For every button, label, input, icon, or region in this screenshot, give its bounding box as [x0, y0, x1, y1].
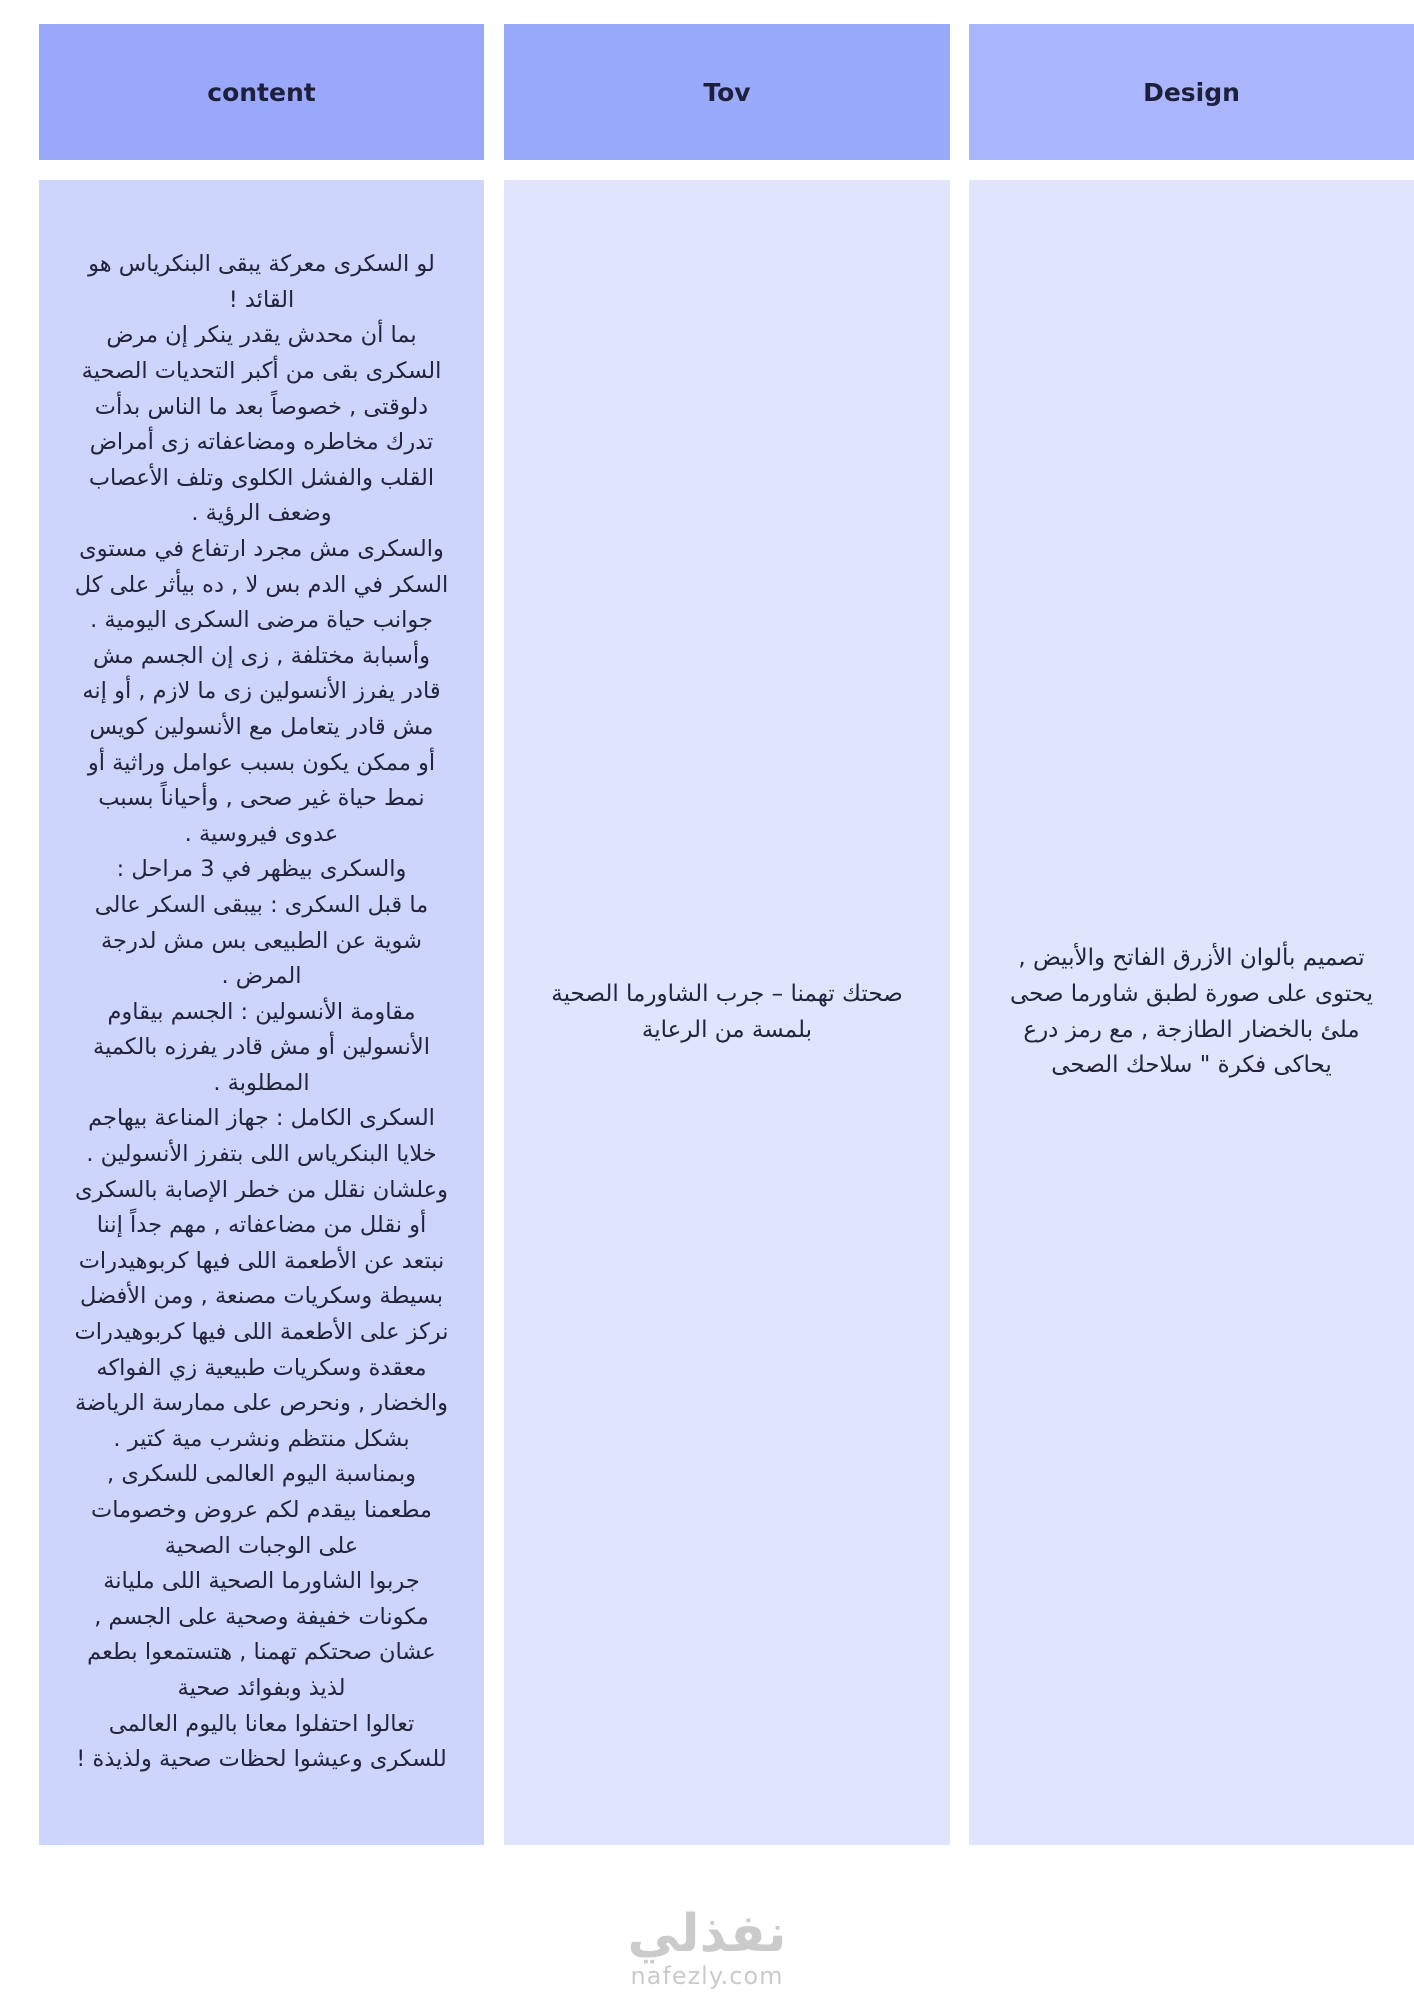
text-line: وعلشان نقلل من خطر الإصابة بالسكرى — [75, 1176, 448, 1203]
header-tov-label: Tov — [703, 77, 751, 107]
text-line: أو ممكن يكون بسبب عوامل وراثية أو — [87, 749, 436, 776]
text-line: وبمناسبة اليوم العالمى للسكرى , — [107, 1461, 416, 1488]
design-text — [982, 941, 1401, 1083]
text-line: بشكل منتظم ونشرب مية كتير . — [113, 1425, 410, 1452]
text-line: يحاكى فكرة " سلاحك الصحى — [1051, 1052, 1332, 1079]
text-line: الأنسولين أو مش قادر يفرزه بالكمية — [93, 1034, 430, 1061]
text-line: ما قبل السكرى : بيبقى السكر عالى — [94, 891, 429, 918]
text-line: أو نقلل من مضاعفاته , مهم جداً إننا — [96, 1212, 427, 1239]
text-line: عشان صحتكم تهمنا , هتستمعوا بطعم — [87, 1639, 436, 1666]
text-line: قادر يفرز الأنسولين زى ما لازم , أو إنه — [82, 678, 441, 705]
header-content-label: content — [207, 77, 316, 107]
text-line: نمط حياة غير صحى , وأحياناً بسبب — [98, 785, 425, 812]
content-cell — [39, 180, 484, 1845]
text-line: لذيذ وبفوائد صحية — [177, 1674, 346, 1701]
text-line: لو السكرى معركة يبقى البنكرياس هو — [88, 251, 435, 278]
text-line: جربوا الشاورما الصحية اللى مليانة — [103, 1568, 420, 1595]
text-line: بسيطة وسكريات مصنعة , ومن الأفضل — [79, 1283, 444, 1310]
text-line: بما أن محدش يقدر ينكر إن مرض — [106, 322, 417, 349]
text-line: المرض . — [221, 963, 302, 990]
text-line: القائد ! — [228, 286, 295, 313]
text-line: وضعف الرؤية . — [191, 500, 332, 527]
tov-text — [523, 977, 931, 1048]
text-line: السكرى الكامل : جهاز المناعة بيهاجم — [88, 1105, 435, 1132]
text-line: السكرى بقى من أكبر التحديات الصحية — [81, 358, 442, 385]
content-text — [55, 247, 469, 1778]
text-line: مقاومة الأنسولين : الجسم بيقاوم — [107, 998, 416, 1025]
text-line: القلب والفشل الكلوى وتلف الأعصاب — [88, 464, 435, 491]
text-line: مكونات خفيفة وصحية على الجسم , — [94, 1603, 429, 1630]
watermark-latin: nafezly.com — [630, 1962, 784, 1990]
text-line: على الوجبات الصحية — [164, 1532, 359, 1559]
text-line: والسكرى مش مجرد ارتفاع في مستوى — [79, 535, 444, 562]
text-line: دلوقتى , خصوصاً بعد ما الناس بدأت — [94, 393, 429, 420]
text-line: بلمسة من الرعاية — [641, 1016, 813, 1043]
text-line: المطلوبة . — [213, 1069, 310, 1096]
header-design-label: Design — [1143, 77, 1240, 107]
text-line: شوية عن الطبيعى بس مش لدرجة — [100, 927, 423, 954]
text-line: خلايا البنكرياس اللى بتفرز الأنسولين . — [86, 1141, 437, 1168]
watermark-arabic: نفذلي — [627, 1904, 787, 1964]
design-cell — [969, 180, 1414, 1845]
text-line: والخضار , ونحرص على ممارسة الرياضة — [74, 1390, 449, 1417]
text-line: والسكرى بيظهر في 3 مراحل : — [116, 856, 407, 883]
header-tov — [504, 24, 950, 160]
text-line: يحتوى على صورة لطبق شاورما صحى — [1009, 980, 1374, 1007]
text-line: السكر في الدم بس لا , ده بيأثر على كل — [74, 571, 449, 598]
tov-cell — [504, 180, 950, 1845]
text-line: نبتعد عن الأطعمة اللى فيها كربوهيدرات — [78, 1247, 445, 1274]
text-line: جوانب حياة مرضى السكرى اليومية . — [90, 607, 433, 634]
text-line: للسكرى وعيشوا لحظات صحية ولذيذة ! — [76, 1746, 447, 1773]
text-line: وأسبابة مختلفة , زى إن الجسم مش — [93, 642, 430, 669]
text-line: تصميم بألوان الأزرق الفاتح والأبيض , — [1018, 945, 1365, 972]
text-line: تدرك مخاطره ومضاعفاته زى أمراض — [89, 429, 434, 456]
text-line: صحتك تهمنا – جرب الشاورما الصحية — [551, 980, 903, 1007]
text-line: نركز على الأطعمة اللى فيها كربوهيدرات — [74, 1319, 449, 1346]
text-line: مطعمنا بيقدم لكم عروض وخصومات — [91, 1497, 432, 1524]
text-line: ملئ بالخضار الطازجة , مع رمز درع — [1023, 1016, 1360, 1043]
text-line: تعالوا احتفلوا معانا باليوم العالمى — [108, 1710, 415, 1737]
header-design — [969, 24, 1414, 160]
text-line: معقدة وسكريات طبيعية زي الفواكه — [96, 1354, 427, 1381]
header-content — [39, 24, 484, 160]
text-line: عدوى فيروسية . — [184, 820, 339, 847]
text-line: مش قادر يتعامل مع الأنسولين كويس — [89, 713, 434, 740]
nafezly-watermark — [0, 1905, 1414, 1989]
